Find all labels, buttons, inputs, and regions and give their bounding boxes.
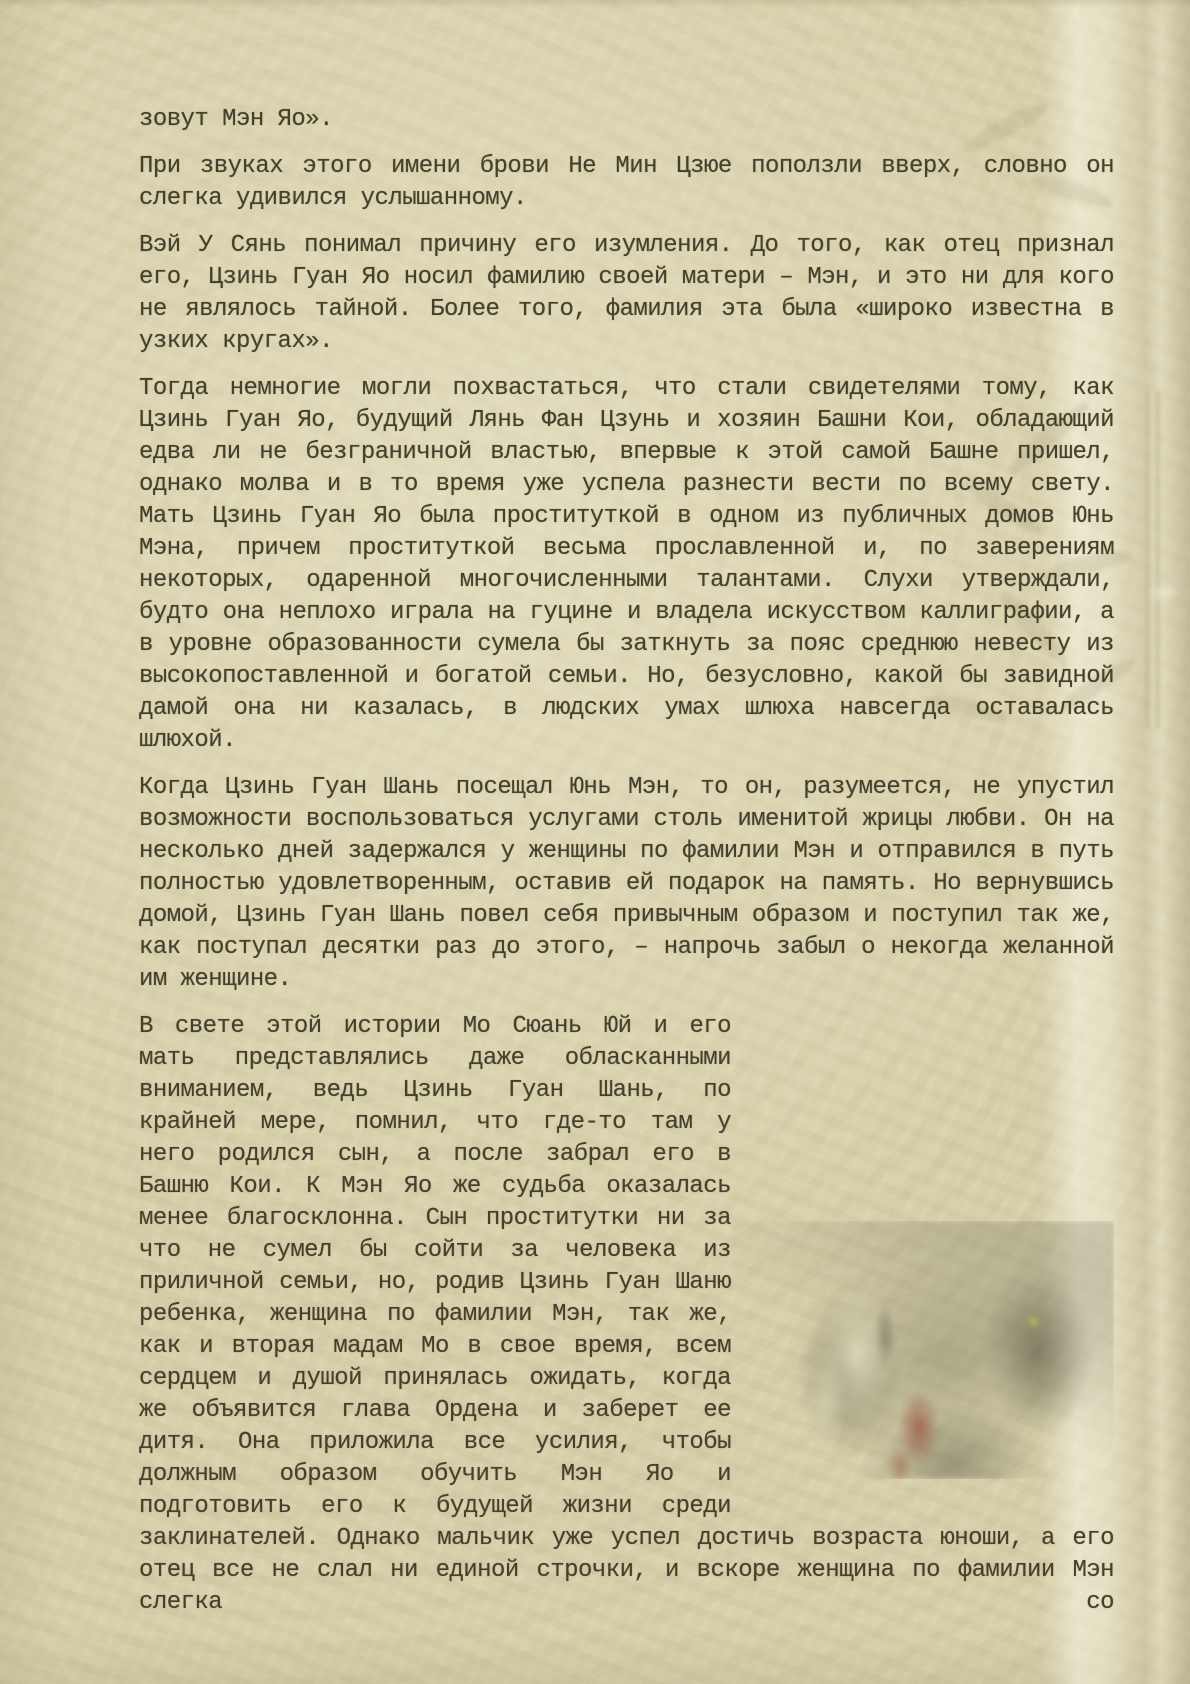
paragraph-text: В свете этой истории Мо Сюань Юй и его мать представлялись даже обласканными вниманием, ведь Цзинь Гуан Шань, по крайней мере, помнил, что где-то там у него родился сын, а после забрал его в Башню Кои. К Мэн Яо же судьба оказалась менее благосклонна. Сын проститутки ни за что не сумел бы сойти за человека из приличной семьи, но, родив Цзинь Гуан Шаню ребенка, женщина по фамилии Мэн, так же, как и вторая мадам Мо в свое время, всем сердцем и душой принялась ожидать, когда же объявится глава Ордена и заберет ее дитя. Она приложила все усилия, чтобы должным образом обучить Мэн Яо и подготовить его к будущей жизни среди заклинателей. Однако мальчик уже успел достичь возраста юноши, а его отец все не слал ни единой строчки, и вскоре женщина по фамилии Мэн слегка со (139, 1013, 1114, 1616)
page-text (139, 104, 1114, 1634)
paragraph-text: Когда Цзинь Гуан Шань посещал Юнь Мэн, то он, разумеется, не упустил возможности воспользоваться услугами столь именитой жрицы любви. Он на несколько дней задержался у женщины по фамилии Мэн и отправился в путь полностью удовлетворенным, оставив ей подарок на память. Но вернувшись домой, Цзинь Гуан Шань повел себя привычным образом и поступил так же, как поступал десятки раз до этого, – напрочь забыл о некогда желанной им женщине. (139, 774, 1114, 993)
paragraph (139, 772, 1114, 996)
paragraph (139, 104, 1114, 136)
paragraph-text: зовут Мэн Яо». (139, 106, 333, 133)
paragraph (139, 1011, 1114, 1619)
paragraph (139, 151, 1114, 215)
artwork-float (731, 1203, 1114, 1523)
paragraph (139, 230, 1114, 358)
paragraph-text: Вэй У Сянь понимал причину его изумления. До того, как отец признал его, Цзинь Гуан Яо носил фамилию своей матери – Мэн, и это ни для кого не являлось тайной. Более того, фамилия эта была «широко известна в узких кругах». (139, 232, 1114, 355)
character-artwork (731, 1221, 1114, 1479)
paragraph (139, 373, 1114, 757)
bamboo-stalk-node (1140, 578, 1186, 608)
bamboo-stalk-icon (1146, 390, 1160, 730)
paragraph-text: При звуках этого имени брови Не Мин Цзюе поползли вверх, словно он слегка удивился услышанному. (139, 153, 1114, 212)
paragraph-text: Тогда немногие могли похвастаться, что стали свидетелями тому, как Цзинь Гуан Яо, будущий Лянь Фан Цзунь и хозяин Башни Кои, обладающий едва ли не безграничной властью, впервые к этой самой Башне пришел, однако молва и в то время уже успела разнести вести по всему свету. Мать Цзинь Гуан Яо была проституткой в одном из публичных домов Юнь Мэна, причем проституткой весьма прославленной и, по заверениям некоторых, одаренной многочисленными талантами. Слухи утверждали, будто она неплохо играла на гуцине и владела искусством каллиграфии, а в уровне образованности сумела бы заткнуть за пояс среднюю невесту из высокопоставленной и богатой семьи. Но, безусловно, какой бы завидной дамой она ни казалась, в людских умах шлюха навсегда оставалась шлюхой. (139, 375, 1114, 754)
